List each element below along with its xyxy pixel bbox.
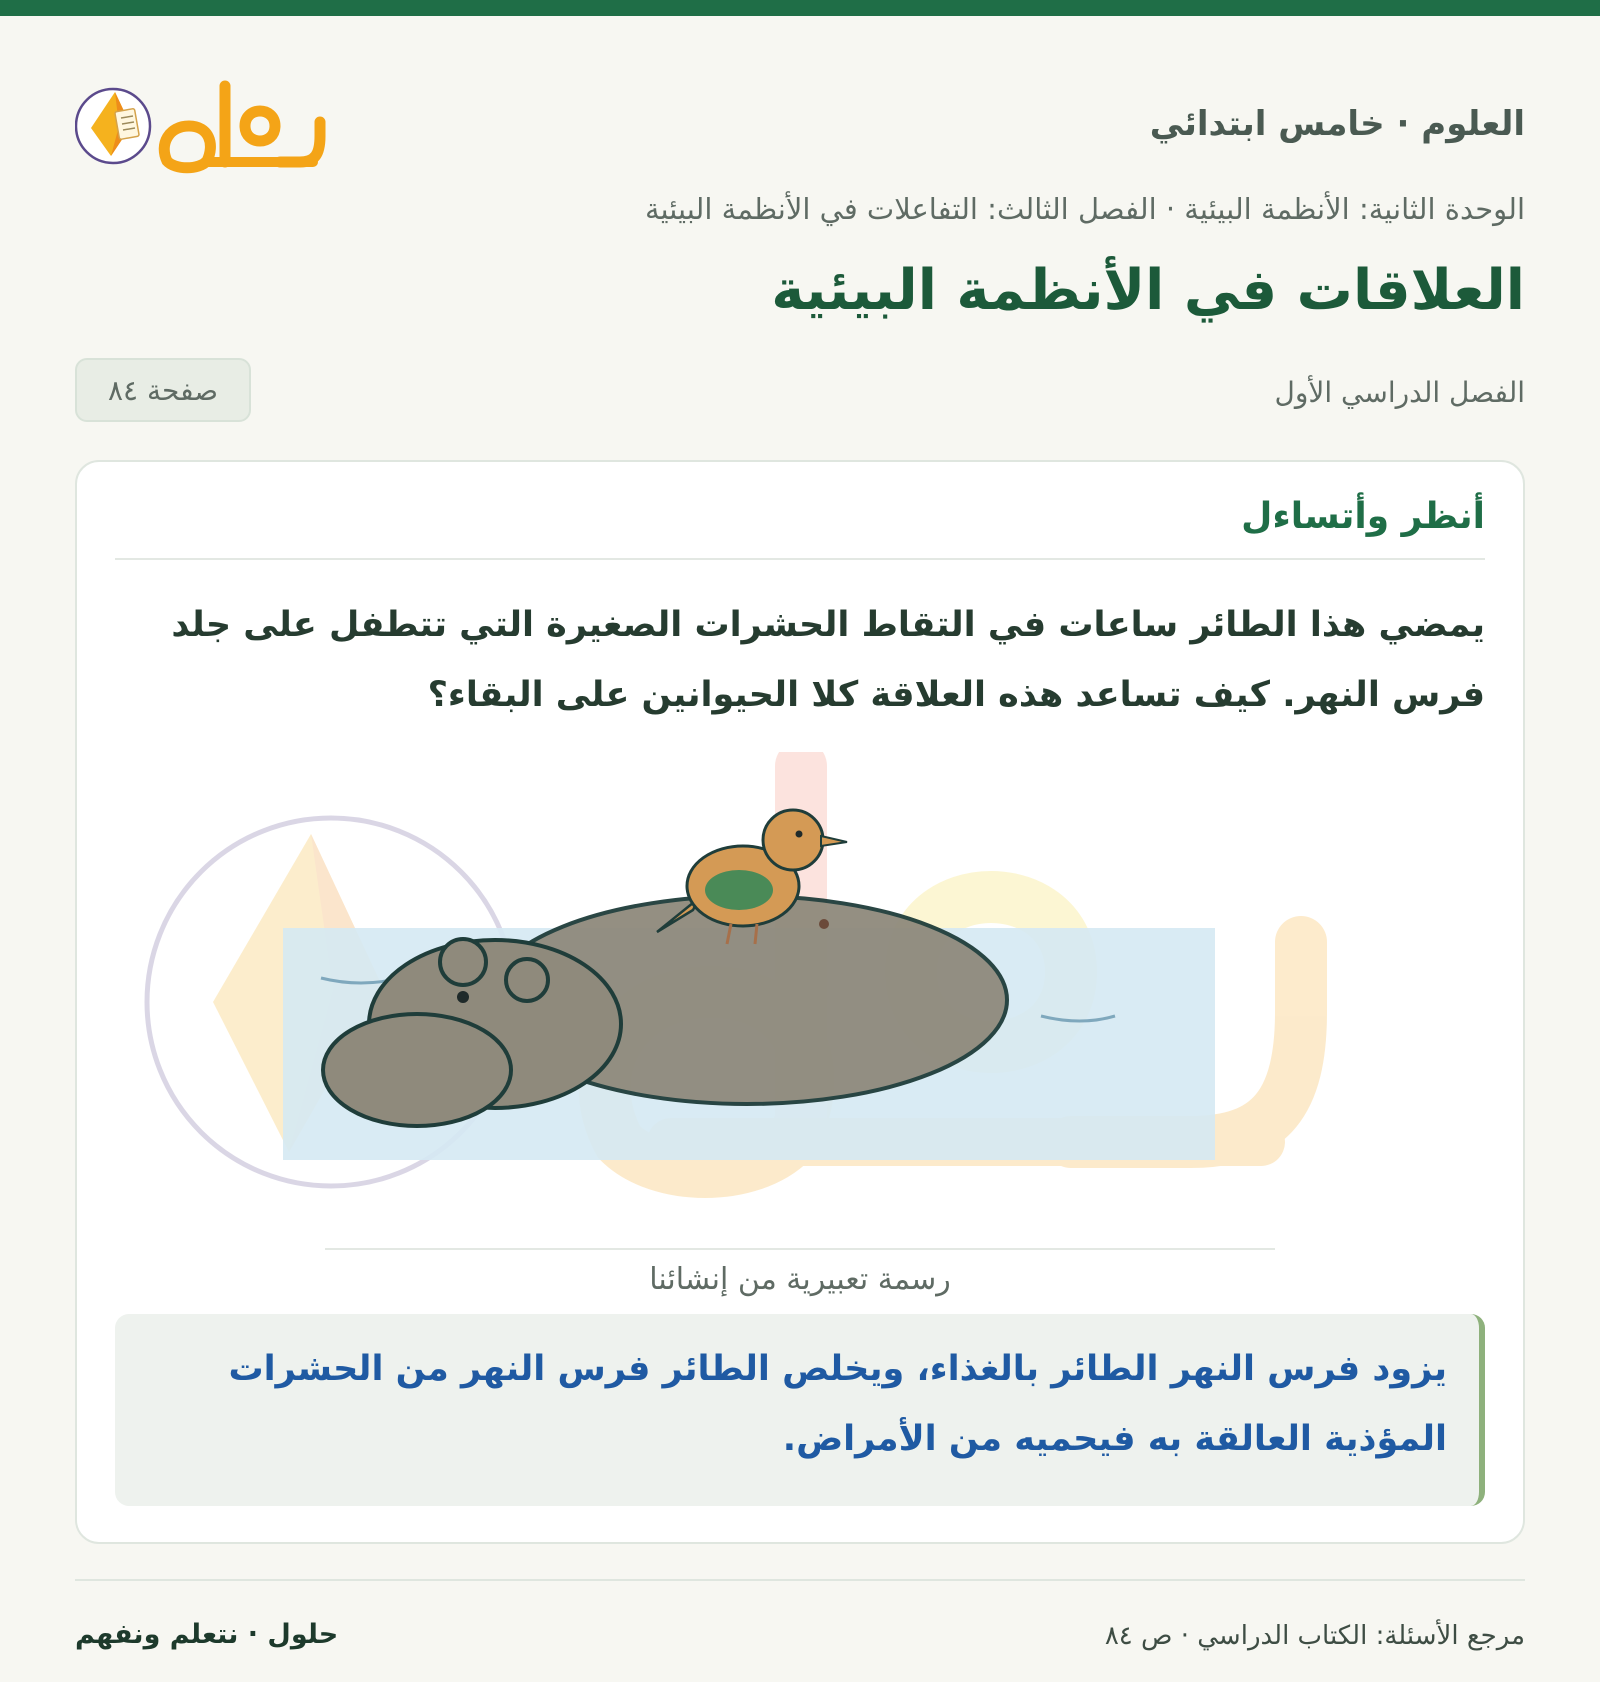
answer-text: يزود فرس النهر الطائر بالغذاء، ويخلص الطائر فرس النهر من الحشرات المؤذية العالقة به فيحميه من الأمراض. — [228, 1349, 1447, 1459]
figure-caption: رسمة تعبيرية من إنشائنا — [649, 1262, 951, 1297]
figure-divider — [325, 1248, 1275, 1250]
subject-title: العلوم · خامس ابتدائي — [1149, 104, 1525, 144]
card-divider — [115, 558, 1485, 560]
answer-box — [115, 1314, 1485, 1506]
book-logo-icon[interactable] — [75, 66, 345, 176]
page-number-badge: صفحة ٨٤ — [75, 358, 251, 422]
question-text: يمضي هذا الطائر ساعات في التقاط الحشرات الصغيرة التي تتطفل على جلد فرس النهر. كيف تساعد هذه العلاقة كلا الحيوانين على البقاء؟ — [171, 605, 1485, 715]
footer-reference: مرجع الأسئلة: الكتاب الدراسي · ص ٨٤ — [1104, 1621, 1525, 1651]
card-heading: أنظر وأتساءل — [1241, 496, 1485, 537]
top-accent-bar — [0, 0, 1600, 16]
question-card — [75, 460, 1525, 1544]
footer-brand: حلول · نتعلم ونفهم — [75, 1619, 339, 1650]
semester-label: الفصل الدراسي الأول — [1274, 376, 1525, 409]
breadcrumb: الوحدة الثانية: الأنظمة البيئية · الفصل الثالث: التفاعلات في الأنظمة البيئية — [645, 192, 1525, 226]
page-title: العلاقات في الأنظمة البيئية — [771, 258, 1525, 323]
page — [75, 16, 1525, 1682]
hippo-bird-illustration — [115, 752, 1485, 1222]
header — [75, 56, 1525, 166]
footer-divider — [75, 1579, 1525, 1581]
